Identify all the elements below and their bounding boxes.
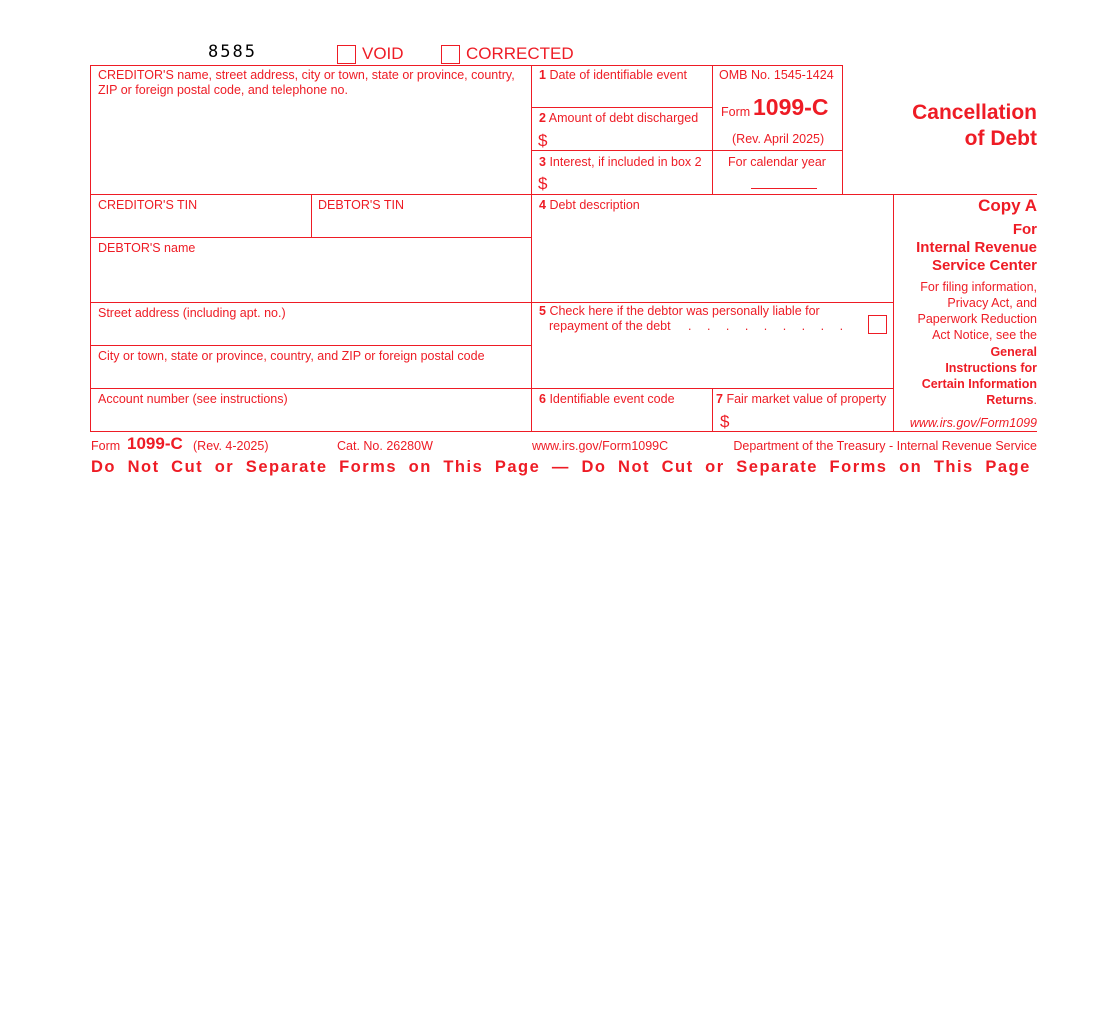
copy-bold-line3: Certain Information bbox=[921, 377, 1037, 391]
rule bbox=[90, 345, 532, 346]
calendar-year-field[interactable] bbox=[751, 188, 817, 189]
void-checkbox[interactable] bbox=[337, 45, 356, 64]
box4-text: Debt description bbox=[549, 198, 640, 212]
copy-bold-line4 bbox=[986, 393, 1037, 408]
box1-label bbox=[539, 68, 687, 83]
street-address-label: Street address (including apt. no.) bbox=[98, 306, 286, 320]
box7-text: Fair market value of property bbox=[726, 392, 887, 406]
box4-number: 4 bbox=[539, 198, 546, 212]
copy-irs-line2: Service Center bbox=[931, 257, 1037, 274]
copy-info-line3: Paperwork Reduction bbox=[917, 312, 1037, 326]
form-word: Form bbox=[721, 105, 751, 119]
box3-text: Interest, if included in box 2 bbox=[549, 155, 702, 169]
box5-checkbox[interactable] bbox=[868, 315, 887, 334]
footer-form-number: 1099-C bbox=[127, 434, 183, 453]
box6-number: 6 bbox=[539, 392, 546, 406]
copy-irs-line1: Internal Revenue bbox=[916, 239, 1037, 256]
copy-bold-line2: Instructions for bbox=[945, 361, 1037, 375]
box5-number: 5 bbox=[539, 304, 546, 318]
city-label: City or town, state or province, country, and ZIP or foreign postal code bbox=[98, 349, 485, 363]
copy-info-line2: Privacy Act, and bbox=[947, 296, 1037, 310]
corrected-checkbox[interactable] bbox=[441, 45, 460, 64]
rule bbox=[90, 388, 894, 389]
form-code: 8585 bbox=[208, 42, 257, 62]
rule bbox=[90, 194, 1037, 195]
rule bbox=[90, 65, 843, 66]
creditor-name-label-2: ZIP or foreign postal code, and telephone no. bbox=[98, 83, 348, 97]
footer-url[interactable]: www.irs.gov/Form1099C bbox=[532, 439, 669, 453]
box5-leader-dots: . . . . . . . . . bbox=[688, 319, 850, 333]
footer-revision: (Rev. 4-2025) bbox=[193, 439, 269, 453]
rule bbox=[90, 302, 894, 303]
copy-period: . bbox=[1033, 393, 1037, 407]
rule bbox=[531, 107, 713, 108]
box2-text: Amount of debt discharged bbox=[548, 111, 699, 125]
footer-form-word: Form bbox=[91, 439, 121, 453]
box3-number: 3 bbox=[539, 155, 546, 169]
debtor-tin-label: DEBTOR'S TIN bbox=[318, 198, 404, 212]
box7-dollar-sign: $ bbox=[720, 412, 730, 431]
box2-number: 2 bbox=[539, 111, 546, 125]
form-revision: (Rev. April 2025) bbox=[732, 132, 825, 146]
box5-label-2: repayment of the debt bbox=[549, 319, 671, 333]
form-title-line1: Cancellation bbox=[912, 101, 1037, 124]
form-number: 1099-C bbox=[753, 94, 829, 120]
corrected-label: CORRECTED bbox=[466, 44, 574, 63]
box5-label bbox=[539, 304, 820, 319]
calendar-year-label: For calendar year bbox=[728, 155, 826, 169]
copy-bold-line1: General bbox=[990, 345, 1037, 359]
box7-number: 7 bbox=[716, 392, 723, 406]
box3-label bbox=[539, 155, 702, 170]
footer-department: Department of the Treasury - Internal Revenue Service bbox=[733, 439, 1037, 453]
rule bbox=[712, 388, 713, 432]
copy-info-line4: Act Notice, see the bbox=[932, 328, 1037, 342]
copy-a-title: Copy A bbox=[978, 196, 1037, 215]
rule bbox=[842, 65, 843, 194]
box6-text: Identifiable event code bbox=[549, 392, 675, 406]
copy-info-line1: For filing information, bbox=[920, 280, 1037, 294]
creditor-name-label: CREDITOR'S name, street address, city or town, state or province, country, bbox=[98, 68, 515, 82]
form-title-line2: of Debt bbox=[964, 127, 1037, 150]
box2-dollar-sign: $ bbox=[538, 131, 548, 150]
rule bbox=[531, 150, 843, 151]
copy-url[interactable]: www.irs.gov/Form1099 bbox=[909, 416, 1037, 430]
box3-dollar-sign: $ bbox=[538, 174, 548, 193]
rule bbox=[531, 65, 532, 432]
copy-for: For bbox=[1012, 221, 1037, 238]
rule bbox=[90, 65, 91, 432]
account-number-label: Account number (see instructions) bbox=[98, 392, 288, 406]
rule bbox=[90, 237, 532, 238]
creditor-tin-label: CREDITOR'S TIN bbox=[98, 198, 198, 212]
void-label: VOID bbox=[362, 44, 404, 63]
box4-label bbox=[539, 198, 640, 213]
debtor-name-label: DEBTOR'S name bbox=[98, 241, 196, 255]
do-not-cut-warning: Do Not Cut or Separate Forms on This Page — Do Not Cut or Separate Forms on This Page bbox=[91, 458, 1031, 476]
box5-text: Check here if the debtor was personally liable for bbox=[549, 304, 820, 318]
footer-cat-no: Cat. No. 26280W bbox=[337, 439, 433, 453]
omb-number: OMB No. 1545-1424 bbox=[719, 68, 834, 82]
rule bbox=[90, 431, 1037, 432]
box2-label bbox=[539, 111, 698, 126]
rule bbox=[311, 194, 312, 238]
box1-number: 1 bbox=[539, 68, 546, 82]
copy-returns: Returns bbox=[986, 393, 1034, 407]
box6-label bbox=[539, 392, 675, 407]
rule bbox=[893, 194, 894, 432]
box1-text: Date of identifiable event bbox=[549, 68, 688, 82]
box7-label bbox=[716, 392, 886, 407]
rule bbox=[712, 65, 713, 194]
